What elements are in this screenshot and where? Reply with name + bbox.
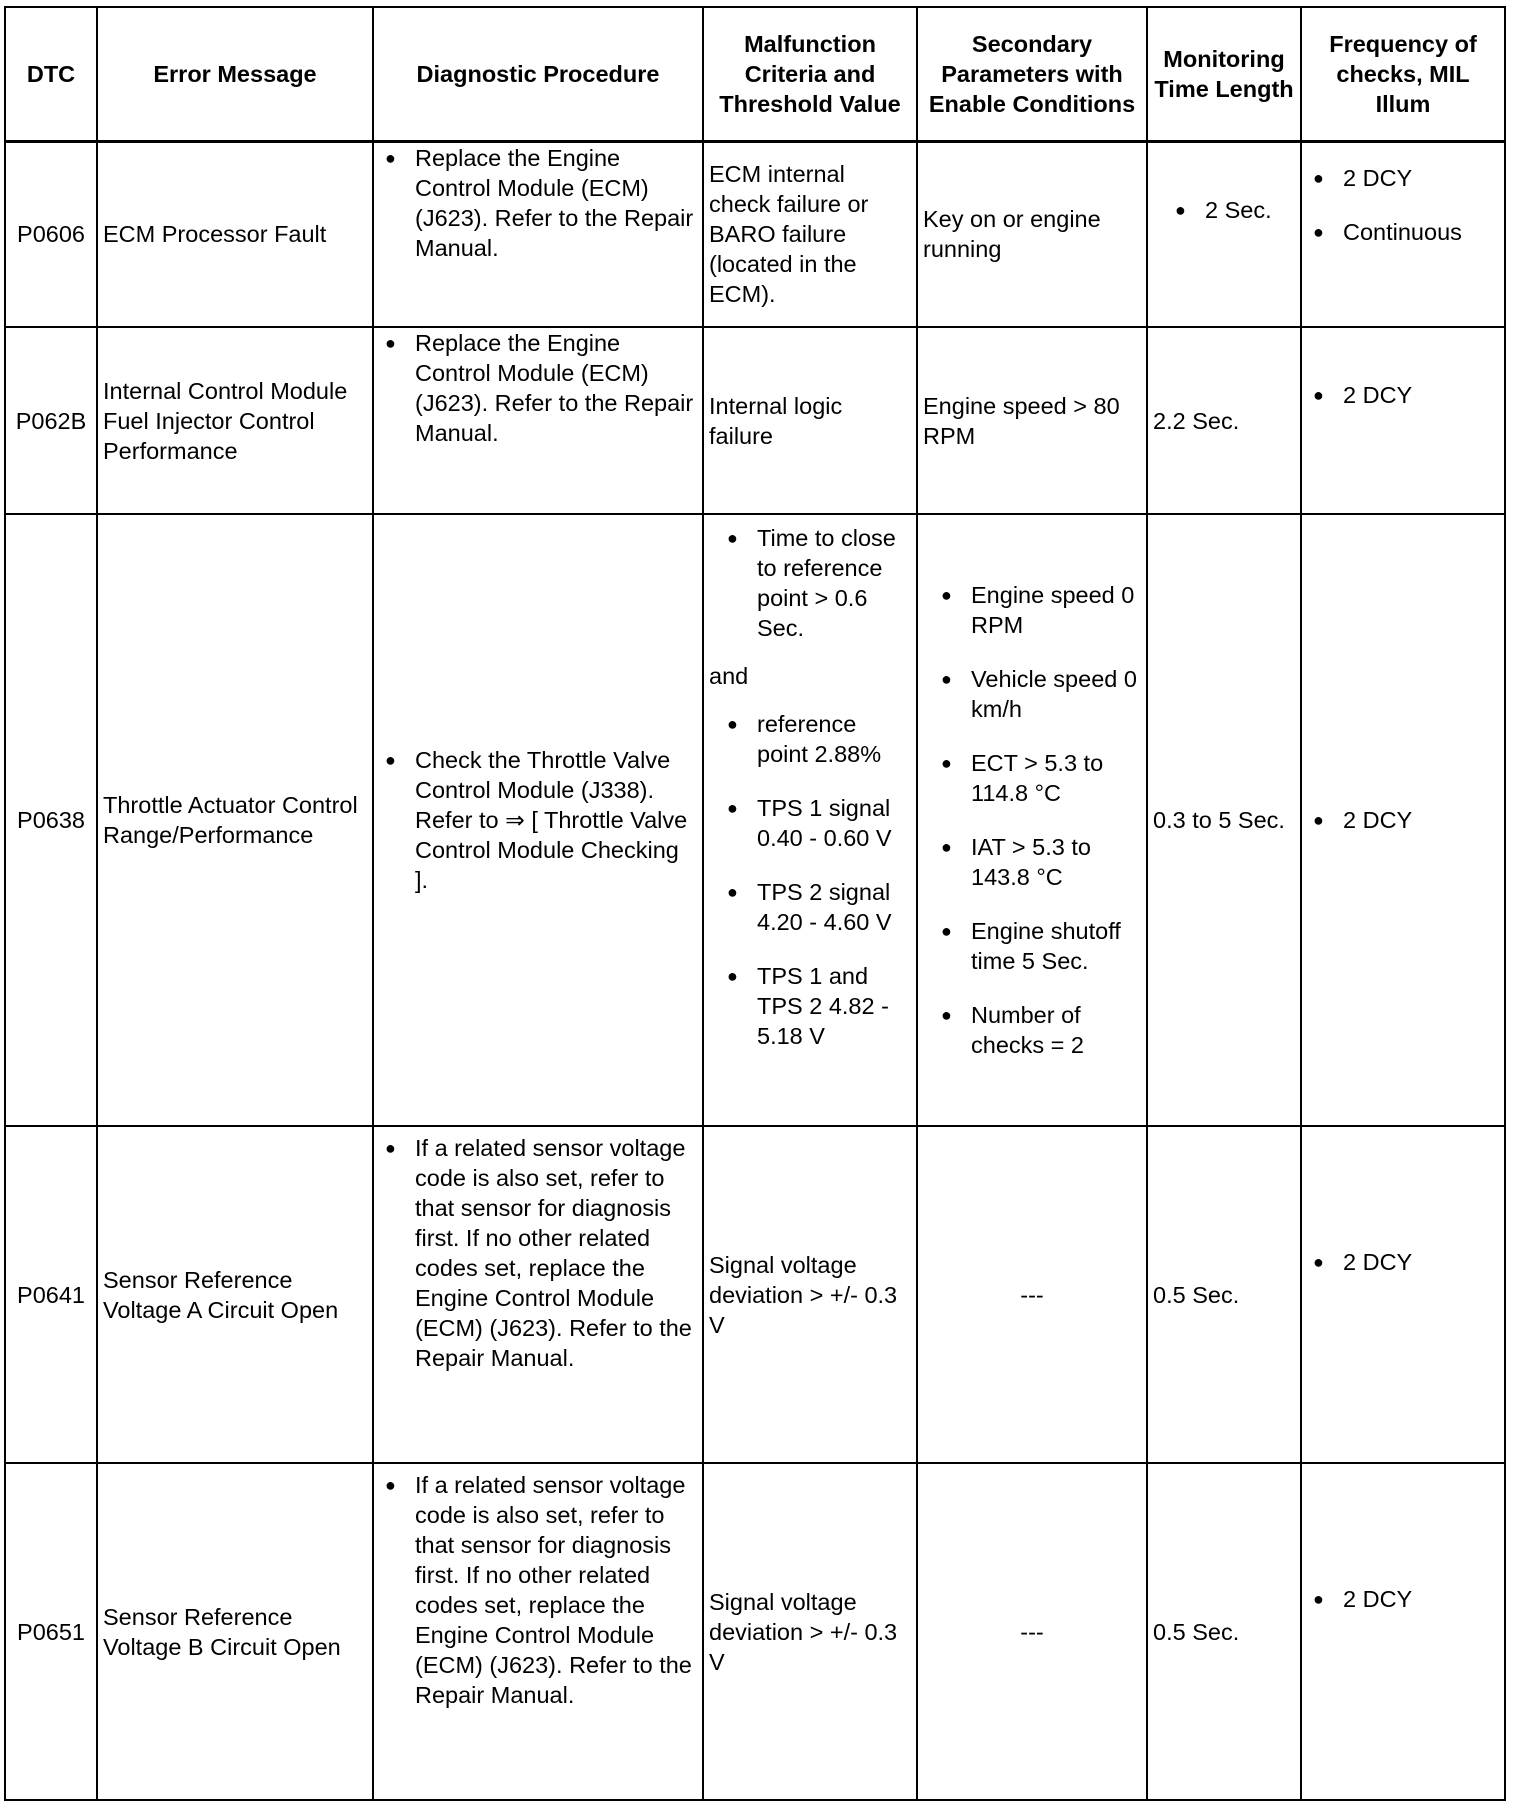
- table-row: [5, 1463, 1505, 1800]
- frequency-item: ● 2 DCY: [1307, 1584, 1499, 1614]
- secondary-item: ● Engine speed 0 RPM: [935, 580, 1141, 640]
- error-message: Internal Control Module Fuel Injector Control Performance: [97, 327, 373, 514]
- diagnostic-procedure: [373, 141, 703, 327]
- diagnostic-procedure: [373, 327, 703, 514]
- malfunction-criteria: Signal voltage deviation > +/- 0.3 V: [703, 1126, 917, 1463]
- secondary-parameters: Key on or engine running: [917, 141, 1147, 327]
- secondary-parameters: ---: [917, 1463, 1147, 1800]
- secondary-item: ● IAT > 5.3 to 143.8 °C: [935, 832, 1141, 892]
- frequency-item: ● 2 DCY: [1307, 380, 1499, 410]
- dtc-code: P0638: [5, 514, 97, 1126]
- header-row: [5, 7, 1505, 141]
- diagnostic-procedure: [373, 1126, 703, 1463]
- header-secondary-parameters: Secondary Parameters with Enable Conditions: [917, 7, 1147, 141]
- diagnostic-procedure: [373, 1463, 703, 1800]
- header-frequency: Frequency of checks, MIL Illum: [1301, 7, 1505, 141]
- dtc-table: [4, 6, 1506, 1801]
- secondary-parameters: Engine speed > 80 RPM: [917, 327, 1147, 514]
- procedure-item: ● Check the Throttle Valve Control Module (J338). Refer to ⇒ [ Throttle Valve Control Module Checking ].: [379, 745, 697, 895]
- frequency: [1301, 1463, 1505, 1800]
- frequency-item: ● Continuous: [1307, 217, 1499, 247]
- header-dtc: DTC: [5, 7, 97, 141]
- error-message: ECM Processor Fault: [97, 141, 373, 327]
- malfunction-criteria: [703, 514, 917, 1126]
- criteria-item: ● reference point 2.88%: [721, 709, 911, 769]
- secondary-item: ● Number of checks = 2: [935, 1000, 1141, 1060]
- table-row: [5, 514, 1505, 1126]
- criteria-item: ● Time to close to reference point > 0.6 Sec.: [721, 523, 911, 643]
- secondary-parameters: [917, 514, 1147, 1126]
- secondary-item: ● Engine shutoff time 5 Sec.: [935, 916, 1141, 976]
- frequency: [1301, 514, 1505, 1126]
- procedure-item: ● If a related sensor voltage code is also set, refer to that sensor for diagnosis first. If no other related codes set, replace the Engine Control Module (ECM) (J623). Refer to the Repair Manual.: [379, 1133, 697, 1373]
- header-monitoring-time: Monitoring Time Length: [1147, 7, 1301, 141]
- malfunction-criteria: ECM internal check failure or BARO failure (located in the ECM).: [703, 141, 917, 327]
- monitoring-item: ● 2 Sec.: [1169, 195, 1295, 225]
- frequency: [1301, 327, 1505, 514]
- header-malfunction-criteria: Malfunction Criteria and Threshold Value: [703, 7, 917, 141]
- frequency: [1301, 141, 1505, 327]
- secondary-item: ● Vehicle speed 0 km/h: [935, 664, 1141, 724]
- criteria-item: ● TPS 1 and TPS 2 4.82 - 5.18 V: [721, 961, 911, 1051]
- monitoring-time: 0.3 to 5 Sec.: [1147, 514, 1301, 1126]
- diagnostic-procedure: [373, 514, 703, 1126]
- malfunction-criteria: Signal voltage deviation > +/- 0.3 V: [703, 1463, 917, 1800]
- monitoring-time: 0.5 Sec.: [1147, 1126, 1301, 1463]
- dtc-code: P062B: [5, 327, 97, 514]
- procedure-item: ● Replace the Engine Control Module (ECM) (J623). Refer to the Repair Manual.: [379, 143, 697, 263]
- dtc-code: P0651: [5, 1463, 97, 1800]
- monitoring-time: 0.5 Sec.: [1147, 1463, 1301, 1800]
- error-message: Sensor Reference Voltage A Circuit Open: [97, 1126, 373, 1463]
- frequency: [1301, 1126, 1505, 1463]
- error-message: Sensor Reference Voltage B Circuit Open: [97, 1463, 373, 1800]
- secondary-parameters: ---: [917, 1126, 1147, 1463]
- frequency-item: ● 2 DCY: [1307, 1247, 1499, 1277]
- frequency-item: ● 2 DCY: [1307, 163, 1499, 193]
- dtc-code: P0606: [5, 141, 97, 327]
- criteria-item: ● TPS 2 signal 4.20 - 4.60 V: [721, 877, 911, 937]
- monitoring-time: 2.2 Sec.: [1147, 327, 1301, 514]
- criteria-and: and: [709, 663, 749, 689]
- table-row: [5, 141, 1505, 327]
- dtc-code: P0641: [5, 1126, 97, 1463]
- procedure-item: ● Replace the Engine Control Module (ECM) (J623). Refer to the Repair Manual.: [379, 328, 697, 448]
- table-row: [5, 1126, 1505, 1463]
- procedure-item: ● If a related sensor voltage code is also set, refer to that sensor for diagnosis first. If no other related codes set, replace the Engine Control Module (ECM) (J623). Refer to the Repair Manual.: [379, 1470, 697, 1710]
- criteria-item: ● TPS 1 signal 0.40 - 0.60 V: [721, 793, 911, 853]
- header-error-message: Error Message: [97, 7, 373, 141]
- monitoring-time: [1147, 141, 1301, 327]
- table-row: [5, 327, 1505, 514]
- frequency-item: ● 2 DCY: [1307, 805, 1499, 835]
- malfunction-criteria: Internal logic failure: [703, 327, 917, 514]
- secondary-item: ● ECT > 5.3 to 114.8 °C: [935, 748, 1141, 808]
- header-diagnostic-procedure: Diagnostic Procedure: [373, 7, 703, 141]
- error-message: Throttle Actuator Control Range/Performance: [97, 514, 373, 1126]
